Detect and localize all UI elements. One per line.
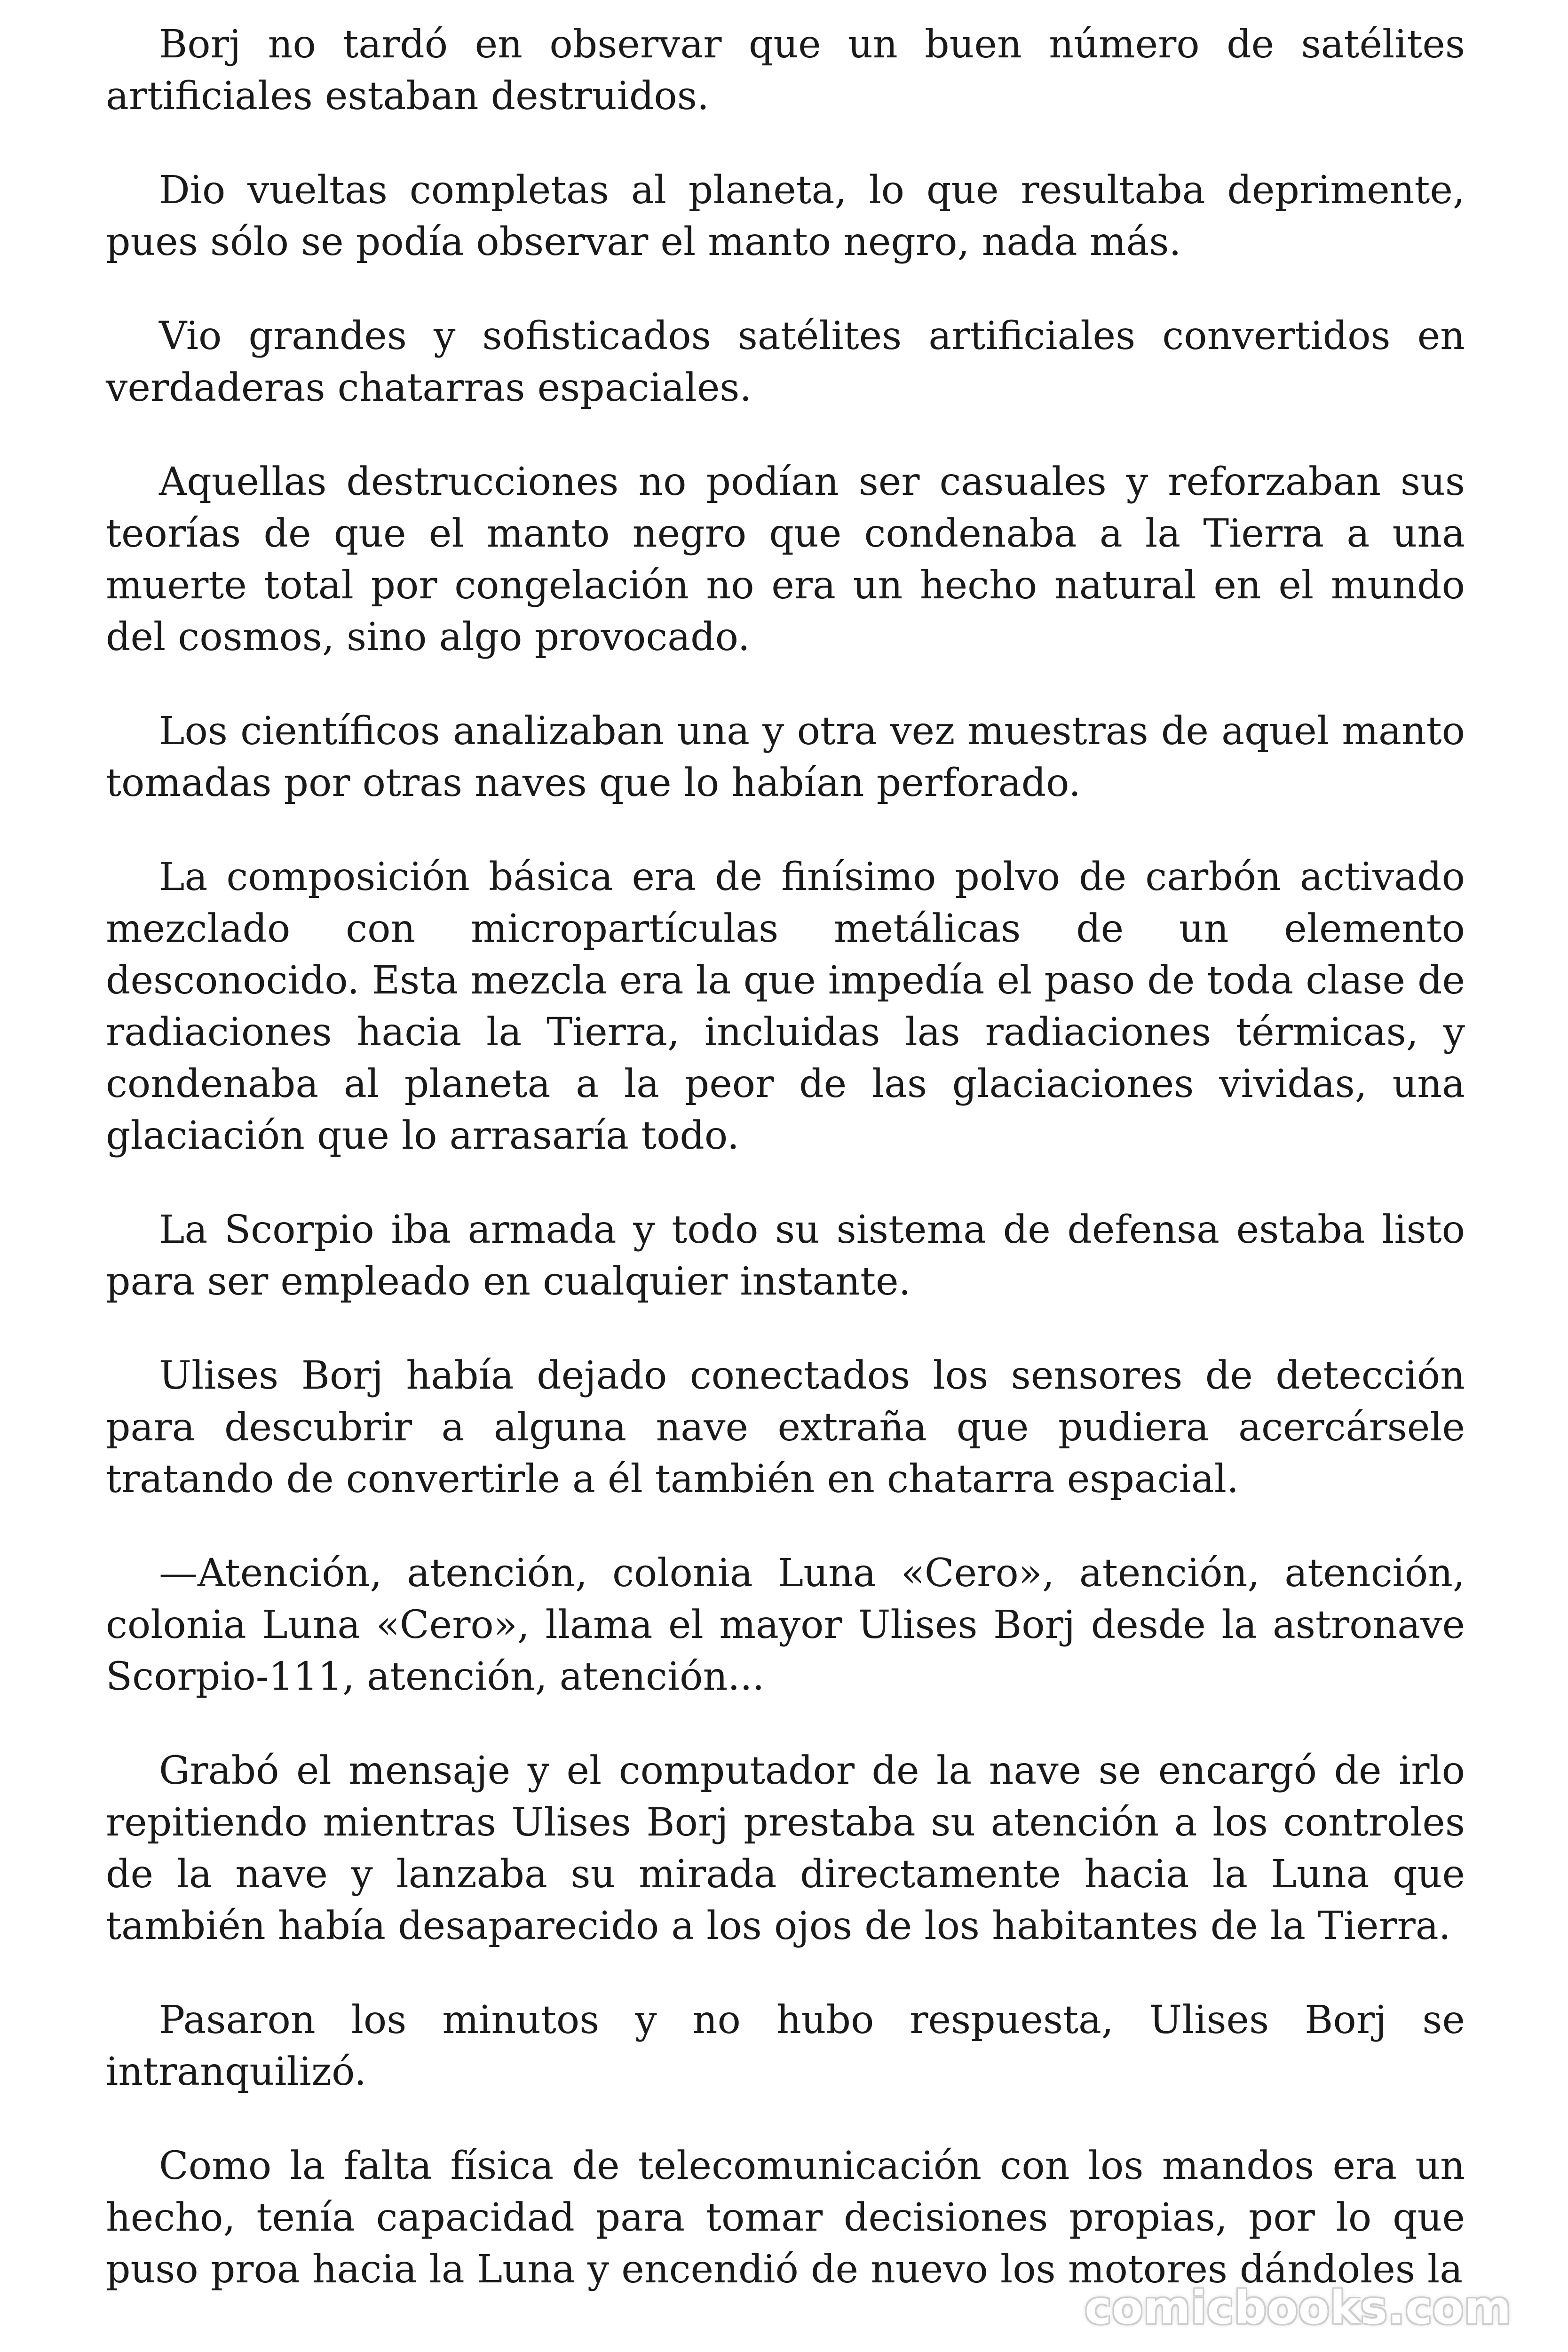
paragraph: Vio grandes y sofisticados satélites artificiales convertidos en verdaderas chatarras espaciales. [106, 314, 1465, 410]
paragraph: Dio vueltas completas al planeta, lo que resultaba deprimente, pues sólo se podía observar el manto negro, nada más. [106, 168, 1465, 264]
paragraph: Pasaron los minutos y no hubo respuesta, Ulises Borj se intranquilizó. [106, 1998, 1465, 2094]
paragraph: Como la falta física de telecomunicación con los mandos era un hecho, tenía capacidad para tomar decisiones propias, por lo que puso proa hacia la Luna y encendió de nuevo los motores dándoles la [106, 2144, 1465, 2292]
paragraph: —Atención, atención, colonia Luna «Cero», atención, atención, colonia Luna «Cero», llama el mayor Ulises Borj desde la astronave Scorpio-111, atención, atención... [106, 1551, 1465, 1699]
paragraph: Aquellas destrucciones no podían ser casuales y reforzaban sus teorías de que el manto negro que condenaba a la Tierra a una muerte total por congelación no era un hecho natural en el mundo del cosmos, sino algo provocado. [106, 460, 1465, 660]
watermark: comicbooks.com [1085, 2281, 1512, 2334]
paragraph: Borj no tardó en observar que un buen número de satélites artificiales estaban destruidos. [106, 22, 1465, 119]
paragraph: Ulises Borj había dejado conectados los sensores de detección para descubrir a alguna nave extraña que pudiera acercársele tratando de convertirle a él también en chatarra espacial. [106, 1353, 1465, 1502]
page-body [106, 19, 1465, 2296]
paragraph: Los científicos analizaban una y otra vez muestras de aquel manto tomadas por otras naves que lo habían perforado. [106, 709, 1465, 805]
paragraph: La composición básica era de finísimo polvo de carbón activado mezclado con micropartículas metálicas de un elemento desconocido. Esta mezcla era la que impedía el paso de toda clase de radiaciones hacia la Tierra, incluidas las radiaciones térmicas, y condenaba al planeta a la peor de las glaciaciones vividas, una glaciación que lo arrasaría todo. [106, 855, 1465, 1158]
paragraph: Grabó el mensaje y el computador de la nave se encargó de irlo repitiendo mientras Ulises Borj prestaba su atención a los controles de la nave y lanzaba su mirada directamente hacia la Luna que también había desaparecido a los ojos de los habitantes de la Tierra. [106, 1748, 1465, 1948]
paragraph: La Scorpio iba armada y todo su sistema de defensa estaba listo para ser empleado en cualquier instante. [106, 1208, 1465, 1304]
